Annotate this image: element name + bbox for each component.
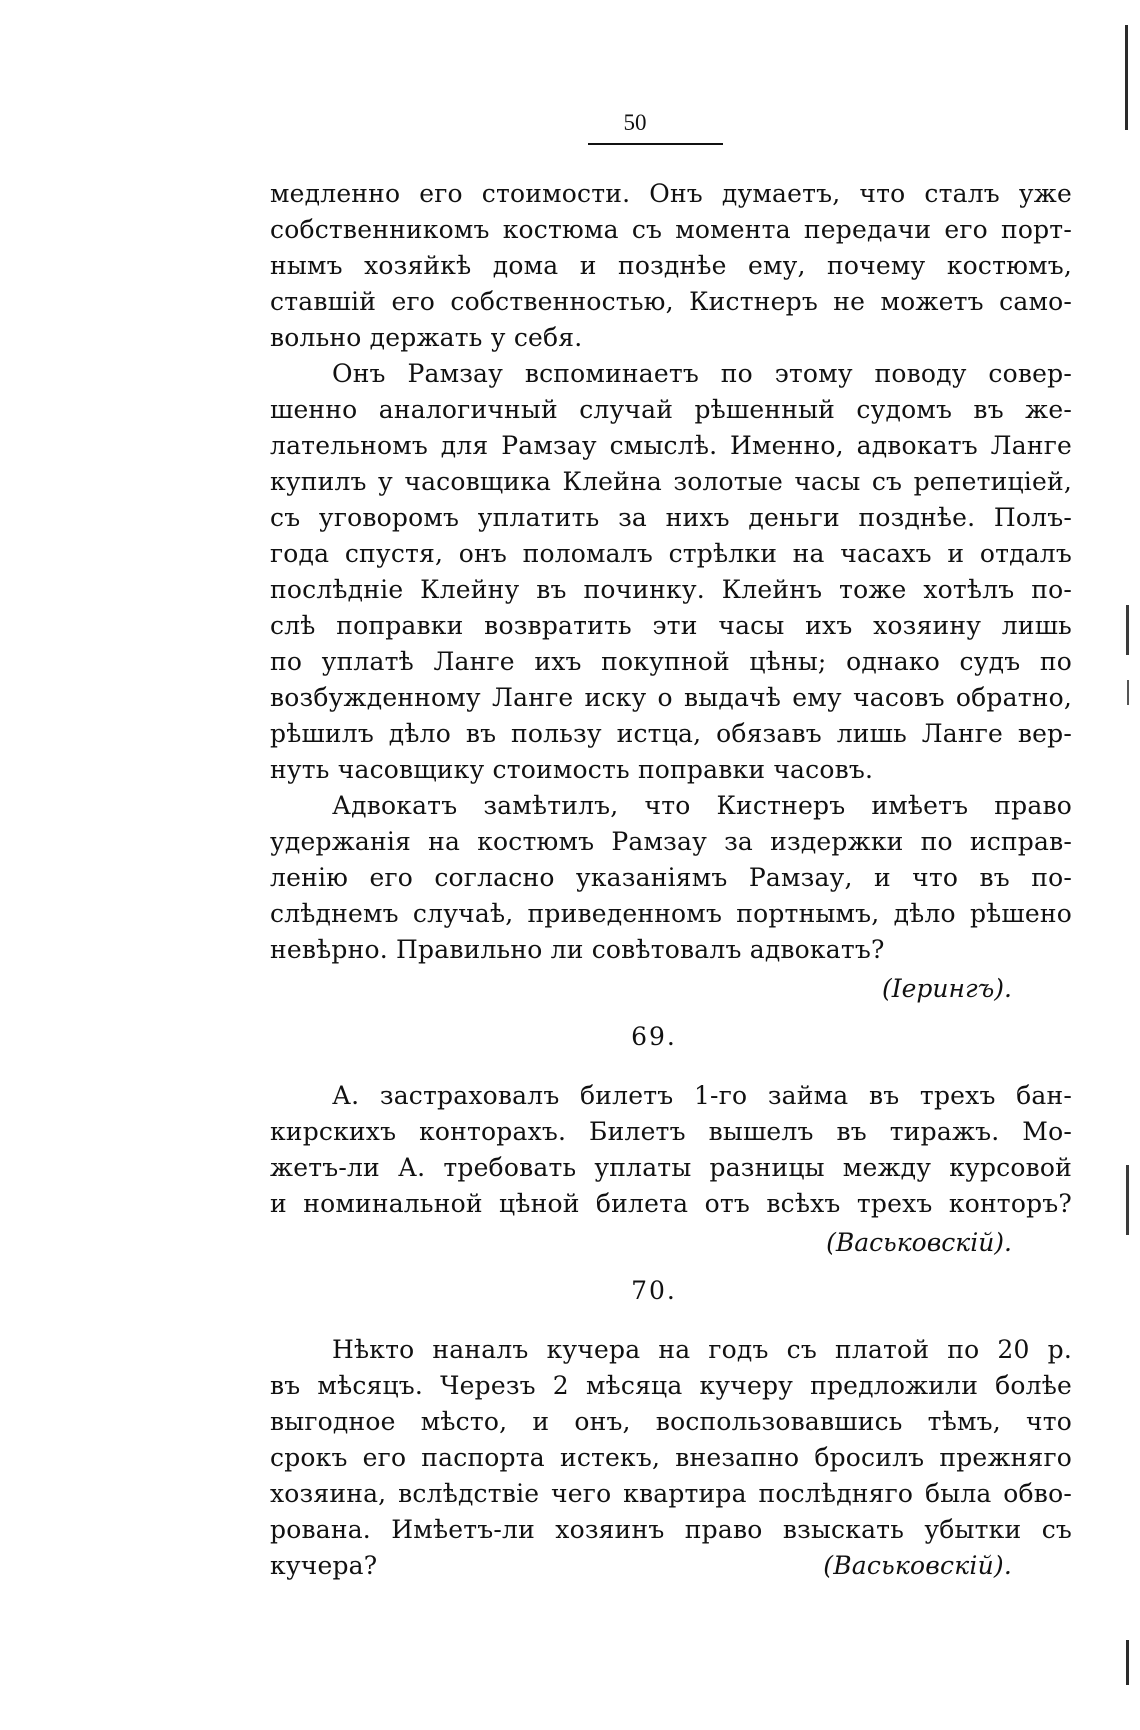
text-line: слѣ поправки возвратить эти часы ихъ хозяину лишь xyxy=(270,611,1072,640)
text-line: выгодное мѣсто, и онъ, воспользовавшись тѣмъ, что xyxy=(270,1407,1072,1436)
text-line: собственникомъ костюма съ момента передачи его порт- xyxy=(270,215,1072,244)
scan-edge-mark xyxy=(1126,605,1129,655)
scan-edge-mark xyxy=(1126,1165,1129,1235)
spacer xyxy=(270,1064,1072,1078)
text-line: купилъ у часовщика Клейна золотые часы съ репетиціей, xyxy=(270,467,1072,496)
citation: (Васьковскій). xyxy=(826,1228,1012,1257)
text-line: по уплатѣ Ланге ихъ покупной цѣны; однако судъ по xyxy=(270,647,1072,676)
citation: (Іерингъ). xyxy=(882,974,1012,1003)
text-line: возбужденному Ланге иску о выдачѣ ему часовъ обратно, xyxy=(270,683,1072,712)
text-line: срокъ его паспорта истекъ, внезапно бросилъ прежняго xyxy=(270,1443,1072,1472)
page-text xyxy=(270,176,1072,1584)
problem-text xyxy=(270,1078,1072,1222)
problem-number: 70. xyxy=(631,1276,677,1305)
text-line: въ мѣсяцъ. Черезъ 2 мѣсяца кучеру предложили болѣе xyxy=(270,1371,1072,1400)
page-number-rule xyxy=(588,143,723,145)
text-line: Адвокатъ замѣтилъ, что Кистнеръ имѣетъ право xyxy=(332,791,1072,820)
text-line: нуть часовщику стоимость поправки часовъ. xyxy=(270,755,874,784)
text-line xyxy=(270,1548,1072,1584)
text-line: лательномъ для Рамзау смыслѣ. Именно, адвокатъ Ланге xyxy=(270,431,1072,460)
text-line: года спустя, онъ поломалъ стрѣлки на часахъ и отдалъ xyxy=(270,539,1072,568)
page-number: 50 xyxy=(623,110,647,135)
text-line-start: кучера? xyxy=(270,1551,378,1580)
text-line: удержанія на костюмъ Рамзау за издержки по исправ- xyxy=(270,827,1072,856)
text-line: вольно держать у себя. xyxy=(270,323,583,352)
text-line: жетъ-ли А. требовать уплаты разницы между курсовой xyxy=(270,1153,1072,1182)
text-line: кирскихъ конторахъ. Билетъ вышелъ въ тиражъ. Мо- xyxy=(270,1117,1072,1146)
paragraph xyxy=(270,176,1072,356)
scan-edge-mark xyxy=(1125,25,1128,130)
text-line: съ уговоромъ уплатить за нихъ деньги позднѣе. Полъ- xyxy=(270,503,1072,532)
scan-edge-mark xyxy=(1127,680,1129,705)
citation: (Васьковскій). xyxy=(823,1551,1012,1580)
text-line: ставшій его собственностью, Кистнеръ не можетъ само- xyxy=(270,287,1072,316)
text-line: рѣшилъ дѣло въ пользу истца, обязавъ лишь Ланге вер- xyxy=(270,719,1072,748)
spacer xyxy=(270,1318,1072,1332)
text-line: послѣдніе Клейну въ починку. Клейнъ тоже хотѣлъ по- xyxy=(270,575,1072,604)
text-line: и номинальной цѣной билета отъ всѣхъ трехъ конторъ? xyxy=(270,1189,1072,1218)
paragraph xyxy=(270,356,1072,788)
paragraph xyxy=(270,788,1072,968)
text-line: нымъ хозяйкѣ дома и позднѣе ему, почему костюмъ, xyxy=(270,251,1072,280)
text-line: ленію его согласно указаніямъ Рамзау, и что въ по- xyxy=(270,863,1072,892)
text-line: невѣрно. Правильно ли совѣтовалъ адвокатъ? xyxy=(270,935,885,964)
text-line: шенно аналогичный случай рѣшенный судомъ въ же- xyxy=(270,395,1072,424)
text-line: слѣднемъ случаѣ, приведенномъ портнымъ, дѣло рѣшено xyxy=(270,899,1072,928)
text-line: рована. Имѣетъ-ли хозяинъ право взыскать убытки съ xyxy=(270,1515,1072,1544)
text-line: А. застраховалъ билетъ 1-го займа въ трехъ бан- xyxy=(332,1081,1072,1110)
text-line: Онъ Рамзау вспоминаетъ по этому поводу совер- xyxy=(332,359,1072,388)
scan-edge-mark xyxy=(1126,1640,1129,1685)
text-line: хозяина, вслѣдствіе чего квартира послѣдняго была обво- xyxy=(270,1479,1072,1508)
problem-number: 69. xyxy=(631,1022,677,1051)
text-line: Нѣкто наналъ кучера на годъ съ платой по 20 р. xyxy=(332,1335,1072,1364)
problem-text xyxy=(270,1332,1072,1584)
text-line: медленно его стоимости. Онъ думаетъ, что сталъ уже xyxy=(270,179,1072,208)
